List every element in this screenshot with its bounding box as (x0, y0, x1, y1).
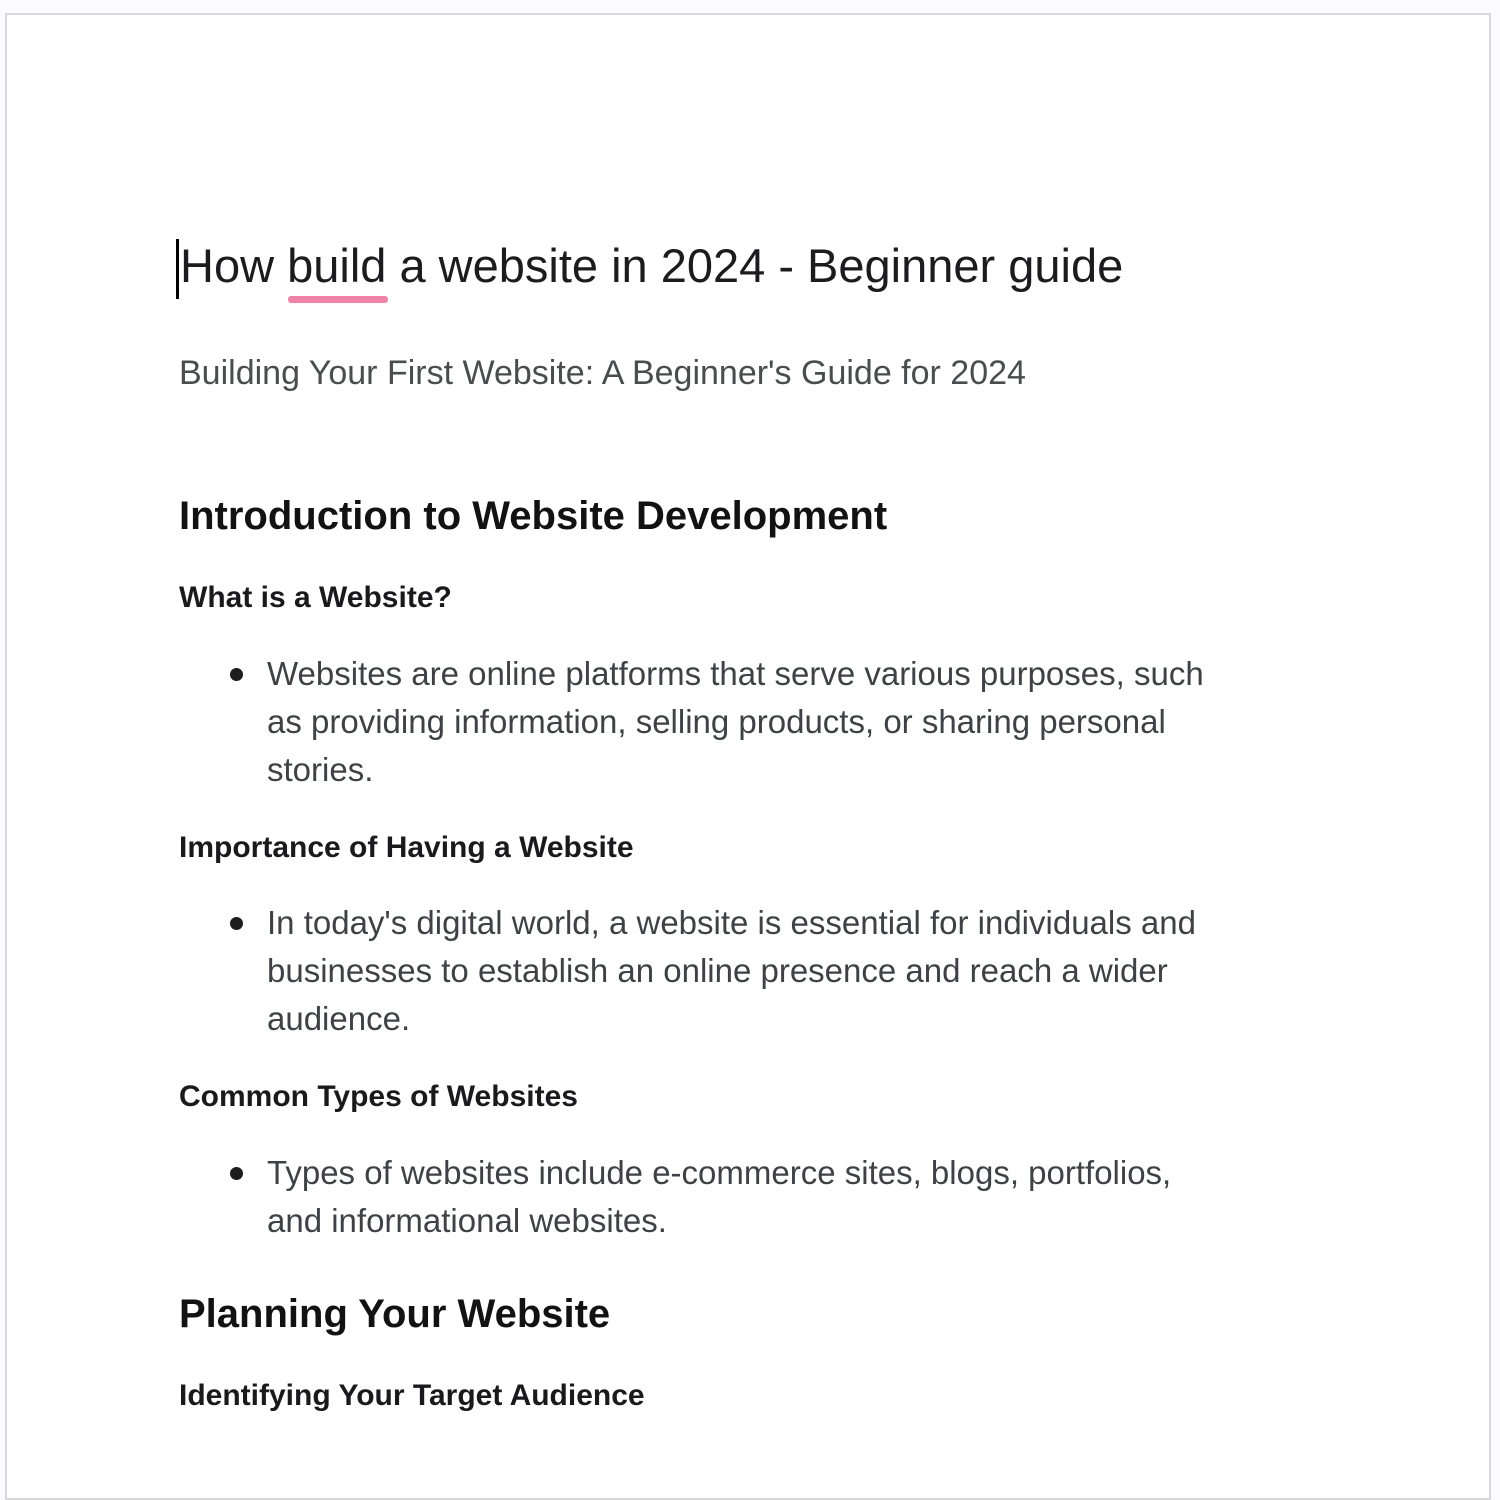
bullet-list-common-types[interactable] (179, 1149, 1359, 1245)
misspelled-word[interactable] (287, 237, 386, 295)
text-cursor (176, 239, 179, 299)
list-item[interactable] (179, 899, 1359, 1043)
misspelled-word-text[interactable]: build (287, 239, 387, 292)
bullet-text-line[interactable]: and informational websites. (267, 1202, 667, 1239)
heading-planning[interactable]: Planning Your Website (179, 1292, 611, 1336)
subheading-common-types[interactable]: Common Types of Websites (179, 1080, 578, 1113)
subheading-what-is-a-website[interactable]: What is a Website? (179, 581, 452, 614)
bullet-text-line[interactable]: audience. (267, 1000, 411, 1037)
bullet-icon (230, 668, 243, 681)
heading-introduction[interactable]: Introduction to Website Development (179, 494, 888, 538)
document-title[interactable] (180, 237, 1123, 295)
list-item[interactable] (179, 1149, 1359, 1245)
bullet-icon (230, 1167, 243, 1180)
title-text-part1[interactable]: How (180, 239, 288, 292)
bullet-text-line[interactable]: In today's digital world, a website is essential for individuals and (267, 904, 1196, 941)
subheading-target-audience[interactable]: Identifying Your Target Audience (179, 1379, 645, 1412)
spellcheck-underline (288, 296, 388, 303)
bullet-list-what-is-a-website[interactable] (179, 650, 1359, 794)
bullet-text-line[interactable]: as providing information, selling products, or sharing personal (267, 703, 1166, 740)
bullet-text-line[interactable]: businesses to establish an online presence and reach a wider (267, 952, 1168, 989)
bullet-list-importance-of-website[interactable] (179, 899, 1359, 1043)
title-text-part2[interactable]: a website in 2024 - Beginner guide (386, 239, 1124, 292)
bullet-text-line[interactable]: Types of websites include e-commerce sites, blogs, portfolios, (267, 1154, 1172, 1191)
bullet-icon (230, 917, 243, 930)
document-subtitle[interactable]: Building Your First Website: A Beginner's Guide for 2024 (179, 354, 1026, 392)
bullet-text-line[interactable]: Websites are online platforms that serve various purposes, such (267, 655, 1204, 692)
subheading-importance-of-website[interactable]: Importance of Having a Website (179, 831, 634, 864)
list-item[interactable] (179, 650, 1359, 794)
bullet-text-line[interactable]: stories. (267, 751, 374, 788)
